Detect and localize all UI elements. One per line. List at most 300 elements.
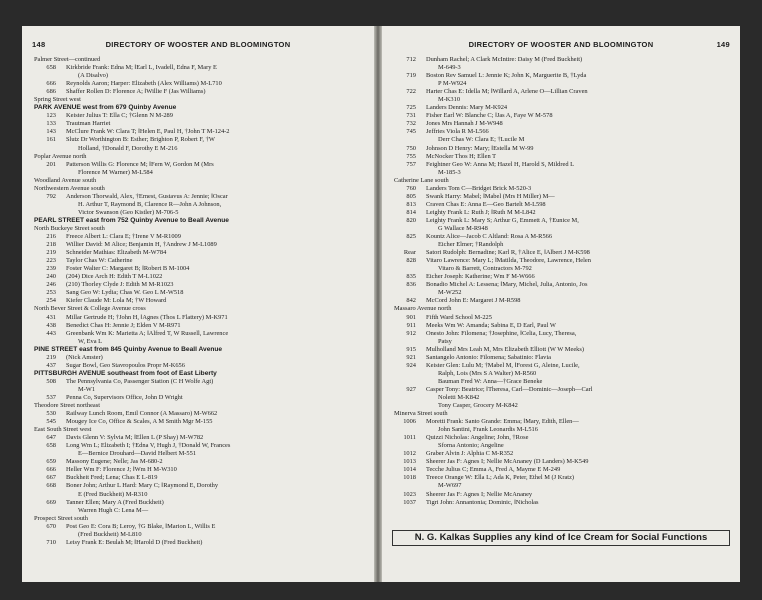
entry-continuation bbox=[394, 265, 732, 273]
directory-entry bbox=[394, 418, 732, 426]
house-number: 813 bbox=[406, 200, 416, 208]
directory-entry bbox=[394, 56, 732, 64]
entry-text: PARK AVENUE west from 679 Quinby Avenue bbox=[34, 104, 177, 112]
entry-continuation bbox=[394, 80, 732, 88]
entry-text: Ralph, Lois (Mrs S A Walter) M-R560 bbox=[438, 369, 537, 377]
entry-text: Leighty Frank L: Mary S; Arthur G, Emmett A, †Eunice M, bbox=[426, 216, 579, 224]
entry-continuation bbox=[34, 169, 366, 177]
entry-continuation bbox=[34, 507, 366, 515]
left-page bbox=[22, 26, 374, 582]
entry-text: Kirkbride Frank: Edna M; ‖Earl L, Ivadell, Edna F, Mary E bbox=[66, 64, 217, 72]
street-heading bbox=[34, 515, 366, 523]
directory-listing bbox=[394, 56, 732, 507]
entry-text: Graber Alvin J: Alphia C M-R352 bbox=[426, 450, 514, 458]
entry-text: M-W252 bbox=[438, 289, 462, 297]
right-page bbox=[382, 26, 740, 582]
street-heading bbox=[34, 370, 366, 378]
house-number: 842 bbox=[406, 297, 416, 305]
book-gutter bbox=[374, 26, 382, 582]
entry-text: M-185-3 bbox=[438, 168, 461, 176]
directory-entry bbox=[394, 297, 732, 305]
house-number: 924 bbox=[406, 361, 416, 369]
directory-entry bbox=[34, 161, 366, 169]
entry-text: East South Street west bbox=[34, 426, 92, 434]
street-heading bbox=[34, 305, 366, 313]
entry-text: Keister Julius T: Ella C; †Glenn N M-289 bbox=[66, 112, 173, 120]
house-number: 1023 bbox=[403, 490, 416, 498]
directory-entry bbox=[394, 450, 732, 458]
page-title: DIRECTORY OF WOOSTER AND BLOOMINGTON bbox=[105, 40, 291, 49]
directory-entry bbox=[34, 281, 366, 289]
entry-continuation bbox=[394, 442, 732, 450]
directory-entry bbox=[394, 120, 732, 128]
street-heading bbox=[394, 177, 732, 185]
house-number: 161 bbox=[46, 136, 56, 144]
entry-continuation bbox=[394, 426, 732, 434]
entry-text: M-649-3 bbox=[438, 64, 461, 72]
entry-continuation bbox=[394, 169, 732, 177]
entry-text: (204) Dice Arch H: Edith T M-L1022 bbox=[66, 273, 163, 281]
entry-continuation bbox=[394, 225, 732, 233]
page-number: 149 bbox=[716, 40, 730, 49]
entry-text: North Bever Street & College Avenue cross bbox=[34, 305, 146, 313]
entry-continuation bbox=[34, 531, 366, 539]
entry-text: Taylor Chas W: Catherine bbox=[66, 257, 133, 265]
directory-entry bbox=[34, 289, 366, 297]
entry-text: North Buckeye Street south bbox=[34, 224, 105, 232]
house-number: 901 bbox=[406, 313, 416, 321]
entry-text: Slutz Dr Worthington B: Esther; Brighton P, Robert F, †W bbox=[66, 136, 215, 144]
house-number: 921 bbox=[406, 353, 416, 361]
entry-text: Massaro Avenue north bbox=[394, 305, 452, 313]
directory-entry bbox=[34, 362, 366, 370]
entry-text: Patsy bbox=[438, 337, 452, 345]
directory-entry bbox=[34, 128, 366, 136]
entry-continuation bbox=[394, 370, 732, 378]
house-number: 201 bbox=[46, 160, 56, 168]
entry-text: Onesto John: Filomena; †Josephine, ‖Celia, Lucy, Theresa, bbox=[426, 329, 577, 337]
entry-continuation bbox=[394, 289, 732, 297]
directory-entry bbox=[394, 217, 732, 225]
entry-continuation bbox=[34, 338, 366, 346]
entry-text: Benedict Chas H: Jennie J; Elden V M-R971 bbox=[66, 321, 181, 329]
entry-text: M-W697 bbox=[438, 482, 462, 490]
directory-entry bbox=[34, 539, 366, 547]
house-number: 219 bbox=[46, 353, 56, 361]
street-heading bbox=[34, 225, 366, 233]
entry-continuation bbox=[394, 64, 732, 72]
entry-continuation bbox=[394, 338, 732, 346]
entry-continuation bbox=[394, 402, 732, 410]
directory-entry bbox=[34, 482, 366, 490]
entry-text: Holland, †Donald F, Dorothy E M-216 bbox=[78, 144, 178, 152]
house-number: 437 bbox=[46, 361, 56, 369]
directory-entry bbox=[394, 499, 732, 507]
directory-entry bbox=[394, 346, 732, 354]
entry-text: Post Geo E: Cora B; Leroy, †G Blake, ‖Marion L, Willis E bbox=[66, 522, 216, 530]
directory-entry bbox=[394, 474, 732, 482]
house-number: 647 bbox=[46, 434, 56, 442]
street-heading bbox=[34, 402, 366, 410]
entry-text: Noletti M-K842 bbox=[438, 393, 480, 401]
directory-entry bbox=[34, 442, 366, 450]
directory-entry bbox=[34, 314, 366, 322]
directory-entry bbox=[394, 314, 732, 322]
entry-text: P M-W924 bbox=[438, 80, 467, 88]
entry-text: McCord John E: Margaret J M-R598 bbox=[426, 297, 521, 305]
entry-text: Tony Casper, Grocery M-K842 bbox=[438, 402, 518, 410]
entry-text: Minerva Street south bbox=[394, 410, 448, 418]
entry-text: Swank Harry: Mabel; ‖Mabel (Mrs H Miller) M— bbox=[426, 192, 555, 200]
directory-entry bbox=[34, 354, 366, 362]
entry-text: Warren Hugh C: Lena M— bbox=[78, 506, 149, 514]
entry-text: Victor Swanson (Geo Kistler) M-706-5 bbox=[78, 208, 179, 216]
house-number: 820 bbox=[406, 216, 416, 224]
directory-entry bbox=[34, 297, 366, 305]
entry-continuation bbox=[394, 136, 732, 144]
entry-text: Schneider Mathias: Elizabeth M-W784 bbox=[66, 249, 167, 257]
house-number: 927 bbox=[406, 385, 416, 393]
entry-text: Santangelo Antonio: Filomena; Sabatinio: Flavia bbox=[426, 353, 551, 361]
directory-entry bbox=[34, 233, 366, 241]
house-number: 825 bbox=[406, 233, 416, 241]
street-heading bbox=[34, 96, 366, 104]
house-number: 686 bbox=[46, 88, 56, 96]
directory-entry bbox=[34, 474, 366, 482]
entry-text: Palmer Street—continued bbox=[34, 56, 101, 63]
entry-text: Leighty Frank L: Ruth J; ‖Ruth M M-L842 bbox=[426, 208, 536, 216]
entry-text: Reynolds Aaron; Harper: Elizabeth (Alex Williams) M-L710 bbox=[66, 80, 222, 88]
entry-text: (210) Thorley Clyde J: Edith M M-R1023 bbox=[66, 281, 174, 289]
house-number: 750 bbox=[406, 144, 416, 152]
right-page-header bbox=[392, 40, 730, 52]
entry-text: Shaffer Rollen D: Florence A; ‖Willie F (Jas Williams) bbox=[66, 88, 206, 96]
directory-entry bbox=[394, 104, 732, 112]
entry-continuation bbox=[34, 201, 366, 209]
entry-text: Tanner Ellen; Mary A (Fred Buckheit) bbox=[66, 498, 164, 506]
entry-text: Davis Glenn V: Sylvia M; ‖Ellen L (P Shay) M-W782 bbox=[66, 434, 204, 442]
house-number: 719 bbox=[406, 72, 416, 80]
house-number: 670 bbox=[46, 522, 56, 530]
entry-text: E (Fred Buckheit) M-R310 bbox=[78, 490, 148, 498]
house-number: 123 bbox=[46, 112, 56, 120]
directory-entry bbox=[34, 257, 366, 265]
entry-text: Theodore Street northeast bbox=[34, 402, 101, 410]
house-number: 438 bbox=[46, 321, 56, 329]
house-number: 912 bbox=[406, 329, 416, 337]
street-heading bbox=[34, 346, 366, 354]
entry-text: Greenbank Wm K: Marietta A; ‖Alfred T, W Russell, Lawrence bbox=[66, 329, 229, 337]
entry-continuation bbox=[394, 378, 732, 386]
entry-text: Spring Street west bbox=[34, 96, 81, 104]
house-number: 530 bbox=[46, 410, 56, 418]
entry-continuation bbox=[34, 386, 366, 394]
directory-entry bbox=[34, 249, 366, 257]
house-number: 246 bbox=[46, 281, 56, 289]
directory-entry bbox=[34, 80, 366, 88]
house-number: 1013 bbox=[403, 458, 416, 466]
directory-entry bbox=[394, 257, 732, 265]
entry-continuation bbox=[34, 145, 366, 153]
house-number: 143 bbox=[46, 128, 56, 136]
entry-text: Northwestern Avenue south bbox=[34, 184, 105, 192]
house-number: 805 bbox=[406, 192, 416, 200]
entry-text: (Nick Amster) bbox=[66, 353, 103, 361]
entry-text: Boner John; Arthur L Hard: Mary C; ‖Raymond E, Dorothy bbox=[66, 482, 219, 490]
house-number: 755 bbox=[406, 152, 416, 160]
street-heading bbox=[34, 217, 366, 225]
house-number: 253 bbox=[46, 289, 56, 297]
house-number: 1011 bbox=[403, 434, 416, 442]
directory-entry bbox=[34, 120, 366, 128]
entry-text: Treece Orange W: Ella L; Ada K, Peter, Ethel M (J Kratz) bbox=[426, 474, 575, 482]
entry-text: Poplar Avenue north bbox=[34, 152, 87, 160]
page-number: 148 bbox=[32, 40, 46, 49]
entry-text: Sang Geo W: Lydia; Chas W. Geo L M-W518 bbox=[66, 289, 184, 297]
house-number: 216 bbox=[46, 233, 56, 241]
entry-text: Heller Wm F: Florence J; ‖Wm H M-W310 bbox=[66, 466, 177, 474]
house-number: 240 bbox=[46, 273, 56, 281]
street-heading bbox=[34, 177, 366, 185]
house-number: Rear bbox=[403, 249, 416, 257]
directory-entry bbox=[394, 386, 732, 394]
house-number: 710 bbox=[46, 538, 56, 546]
directory-entry bbox=[394, 153, 732, 161]
entry-text: Johnson D Henry: Mary; ‖Estella M W-99 bbox=[426, 144, 534, 152]
directory-entry bbox=[394, 330, 732, 338]
entry-text: Millar Gertrude H; †John H, ‖Agnes (Thos L Flattery) M-K971 bbox=[66, 313, 228, 321]
house-number: 1037 bbox=[403, 498, 416, 506]
house-number: 133 bbox=[46, 120, 56, 128]
house-number: 537 bbox=[46, 393, 56, 401]
house-number: 508 bbox=[46, 377, 56, 385]
directory-entry bbox=[394, 201, 732, 209]
directory-entry bbox=[394, 281, 732, 289]
directory-entry bbox=[394, 322, 732, 330]
entry-text: G Wallace M-R948 bbox=[438, 224, 488, 232]
entry-text: Sforna Antonio; Angeline bbox=[438, 442, 504, 450]
street-heading bbox=[394, 305, 732, 313]
entry-text: PINE STREET east from 845 Quinby Avenue to Beall Avenue bbox=[34, 345, 223, 353]
directory-entry bbox=[34, 193, 366, 201]
directory-entry bbox=[394, 145, 732, 153]
entry-text: Eicher Elmer; †Randolph bbox=[438, 241, 504, 249]
house-number: 792 bbox=[46, 192, 56, 200]
entry-text: Bonadio Michel A: Lessena; ‖Mary, Michel, Julia, Antonio, Jos bbox=[426, 281, 588, 289]
entry-text: Feightner Geo W: Anna M; Hazel H, Harold S, Mildred L bbox=[426, 160, 575, 168]
entry-text: Willier David: M Alice; Benjamin H, †Andrew J M-L1089 bbox=[66, 241, 217, 249]
entry-text: Buckheit Fred; Lena; Chas E L-819 bbox=[66, 474, 158, 482]
directory-entry bbox=[394, 273, 732, 281]
street-heading bbox=[34, 153, 366, 161]
house-number: 219 bbox=[46, 249, 56, 257]
directory-entry bbox=[394, 128, 732, 136]
house-number: 1006 bbox=[403, 418, 416, 426]
house-number: 725 bbox=[406, 104, 416, 112]
entry-text: Long Wm L; Elizabeth I; †Edna V, Hugh J, †Donald W, Frances bbox=[66, 442, 231, 450]
house-number: 836 bbox=[406, 281, 416, 289]
directory-entry bbox=[34, 64, 366, 72]
entry-text: Sheerer Jas F: Agnes I; Nellie McAnaney bbox=[426, 490, 533, 498]
entry-text: Mulholland Mrs Leah M, Mrs Elizabeth Elliott (W W Meeks) bbox=[426, 345, 584, 353]
entry-text: Kiefer Claude M: Lola M; †W Howard bbox=[66, 297, 167, 305]
entry-text: H. Arthur T, Raymond B, Clarence R—John A Johnson, bbox=[78, 200, 222, 208]
directory-entry bbox=[34, 418, 366, 426]
house-number: 814 bbox=[406, 208, 416, 216]
entry-text: Railway Lunch Room, Emil Connor (A Massaro) M-W662 bbox=[66, 410, 218, 418]
entry-text: Fisher Earl W: Blanche C; ‖Jas A, Faye W M-578 bbox=[426, 112, 553, 120]
entry-text: Dunham Rachel; A Clark McIntire: Daisy M (Fred Buckheit) bbox=[426, 56, 583, 63]
entry-text: Penna Co, Supervisors Office, John D Wright bbox=[66, 393, 183, 401]
house-number: 1014 bbox=[403, 466, 416, 474]
directory-entry bbox=[34, 378, 366, 386]
entry-continuation bbox=[394, 482, 732, 490]
entry-text: Patterson Willis G: Florence M; ‖Fern W, Gordon M (Mrs bbox=[66, 160, 214, 168]
entry-text: Vitaro & Barrett, Contractors M-792 bbox=[438, 265, 532, 273]
entry-text: Craven Chas E: Anna E—Geo Bartelt M-L598 bbox=[426, 200, 546, 208]
house-number: 828 bbox=[406, 257, 416, 265]
entry-text: (Fred Buckheit) M-L810 bbox=[78, 530, 142, 538]
entry-continuation bbox=[394, 241, 732, 249]
entry-text: Moretti Frank: Santo Grande: Emma; ‖Mary, Edith, Ellen— bbox=[426, 418, 579, 426]
house-number: 658 bbox=[46, 442, 56, 450]
entry-text: Massony Eugene; Nelle; Jas M-680-2 bbox=[66, 458, 163, 466]
house-number: 254 bbox=[46, 297, 56, 305]
left-page-header bbox=[32, 40, 364, 52]
house-number: 667 bbox=[46, 474, 56, 482]
directory-entry bbox=[394, 193, 732, 201]
house-number: 722 bbox=[406, 88, 416, 96]
house-number: 1012 bbox=[403, 450, 416, 458]
entry-continuation bbox=[34, 209, 366, 217]
entry-text: Jones Mrs Hannah J M-W948 bbox=[426, 120, 503, 128]
entry-text: Trautman Harriet bbox=[66, 120, 111, 128]
street-heading bbox=[34, 56, 366, 64]
house-number: 223 bbox=[46, 257, 56, 265]
directory-entry bbox=[34, 499, 366, 507]
entry-text: Quizzi Nicholas: Angeline; John, †Rose bbox=[426, 434, 529, 442]
house-number: 669 bbox=[46, 498, 56, 506]
house-number: 915 bbox=[406, 345, 416, 353]
entry-text: Tigri John: Annantonia; Dominic, ‖Nicholas bbox=[426, 498, 539, 506]
house-number: 911 bbox=[406, 321, 416, 329]
entry-text: W, Eva L bbox=[78, 337, 103, 345]
entry-text: Sugar Bowl, Geo Stavropoulos Propr M-K656 bbox=[66, 361, 185, 369]
directory-entry bbox=[394, 354, 732, 362]
entry-text: Anderson Thorwald, Alex, †Ernest, Gustavus A: Jennie; ‖Oscar bbox=[66, 192, 228, 200]
directory-listing bbox=[34, 56, 366, 547]
entry-text: Casper Tony: Beatrice; ‖Theresa, Carl—Dominic—Joseph—Carl bbox=[426, 385, 593, 393]
entry-text: Tecche Julius C; Emma A, Fred A, Mayme E M-249 bbox=[426, 466, 561, 474]
entry-text: Prospect Street south bbox=[34, 514, 88, 522]
directory-entry bbox=[394, 209, 732, 217]
entry-text: Mougey Ice Co, Office & Scales, A M Smith Mgr M-155 bbox=[66, 418, 213, 426]
entry-text: McNocker Thos H; Ellen T bbox=[426, 152, 497, 160]
entry-continuation bbox=[34, 450, 366, 458]
entry-text: Sheerer Jas F: Agnes I; Nellie McAnaney (D Landers) M-K549 bbox=[426, 458, 589, 466]
entry-text: Meeks Wm W: Amanda; Sabina E, D Earl, Paul W bbox=[426, 321, 556, 329]
entry-text: (A Disalvo) bbox=[78, 72, 108, 80]
entry-continuation bbox=[34, 72, 366, 80]
house-number: 666 bbox=[46, 466, 56, 474]
directory-entry bbox=[394, 434, 732, 442]
directory-entry bbox=[34, 265, 366, 273]
directory-entry bbox=[34, 434, 366, 442]
entry-text: John Santini, Frank Leonardis M-L516 bbox=[438, 426, 538, 434]
entry-text: Bauman Fred W: Anna—†Grace Beneke bbox=[438, 377, 543, 385]
entry-text: Boston Rev Samuel L: Jennie K; John K, Marguerite B, †Lyda bbox=[426, 72, 587, 80]
entry-text: PEARL STREET east from 752 Quinby Avenue to Beall Avenue bbox=[34, 216, 229, 224]
entry-continuation bbox=[394, 394, 732, 402]
directory-entry bbox=[34, 136, 366, 144]
directory-entry bbox=[34, 88, 366, 96]
directory-entry bbox=[34, 458, 366, 466]
directory-entry bbox=[394, 466, 732, 474]
entry-text: Fifth Ward School M-225 bbox=[426, 313, 492, 321]
directory-entry bbox=[394, 458, 732, 466]
entry-text: Kountz Alice—Jacob C Altland: Rosa A M-R566 bbox=[426, 233, 553, 241]
entry-text: Harter Chas E: Idella M; ‖Willard A, Arlene O—Lillian Craven bbox=[426, 88, 588, 96]
entry-continuation bbox=[394, 96, 732, 104]
directory-entry bbox=[34, 112, 366, 120]
directory-entry bbox=[394, 249, 732, 257]
directory-entry bbox=[34, 330, 366, 338]
directory-entry bbox=[394, 112, 732, 120]
entry-text: M-K310 bbox=[438, 96, 461, 104]
house-number: 731 bbox=[406, 112, 416, 120]
entry-text: Vitaro Lawrence: Mary L; ‖Matilda, Theodore, Lawrence, Helen bbox=[426, 257, 591, 265]
directory-entry bbox=[394, 233, 732, 241]
directory-entry bbox=[34, 322, 366, 330]
entry-text: PITTSBURGH AVENUE southeast from foot of East Liberty bbox=[34, 369, 217, 377]
entry-text: McClure Frank W: Clara T; ‖Helen E, Paul H, †John T M-124-2 bbox=[66, 128, 230, 136]
entry-text: Derr Chas W: Clara E; †Lucile M bbox=[438, 136, 525, 144]
house-number: 431 bbox=[46, 313, 56, 321]
entry-text: Woodland Avenue south bbox=[34, 176, 97, 184]
directory-entry bbox=[394, 88, 732, 96]
house-number: 835 bbox=[406, 273, 416, 281]
entry-text: Satori Rudolph: Bernadine; Karl R, †Alice E, ‖Albert J M-K598 bbox=[426, 249, 590, 257]
house-number: 732 bbox=[406, 120, 416, 128]
directory-entry bbox=[394, 491, 732, 499]
house-number: 239 bbox=[46, 265, 56, 273]
entry-continuation bbox=[34, 491, 366, 499]
house-number: 443 bbox=[46, 329, 56, 337]
directory-entry bbox=[34, 241, 366, 249]
entry-text: Freece Albert L: Clara E; †Irene V M-R1009 bbox=[66, 233, 181, 241]
entry-text: Eicher Joseph: Katherine; Wm F M-W666 bbox=[426, 273, 535, 281]
entry-text: Catherine Lane south bbox=[394, 176, 449, 184]
entry-text: Foster Walter C: Margaret B; ‖Robert B M-1004 bbox=[66, 265, 190, 273]
directory-entry bbox=[34, 466, 366, 474]
directory-entry bbox=[34, 410, 366, 418]
entry-text: Landers Tom C—Bridget Brick M-520-3 bbox=[426, 184, 532, 192]
house-number: 659 bbox=[46, 458, 56, 466]
page-title: DIRECTORY OF WOOSTER AND BLOOMINGTON bbox=[468, 40, 654, 49]
house-number: 712 bbox=[406, 56, 416, 63]
house-number: 1018 bbox=[403, 474, 416, 482]
entry-text: Leisy Frank E: Beulah M; ‖Harold D (Fred Buckheit) bbox=[66, 538, 203, 546]
street-heading bbox=[34, 185, 366, 193]
directory-entry bbox=[34, 523, 366, 531]
street-heading bbox=[34, 426, 366, 434]
entry-text: Florence M Warner) M-L584 bbox=[78, 168, 153, 176]
street-heading bbox=[394, 410, 732, 418]
entry-text: Jeffries Viola R M-L566 bbox=[426, 128, 489, 136]
entry-text: The Pennsylvania Co, Passenger Station (C H Wolfe Agt) bbox=[66, 377, 214, 385]
directory-entry bbox=[394, 362, 732, 370]
house-number: 745 bbox=[406, 128, 416, 136]
